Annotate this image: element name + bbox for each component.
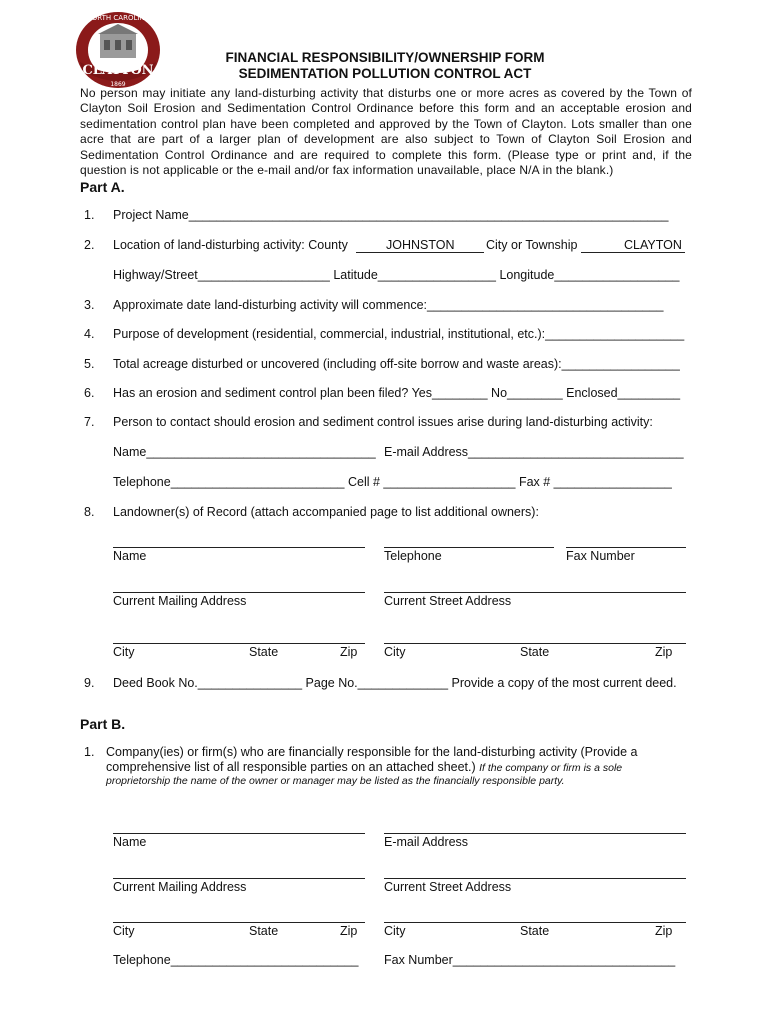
seal-town-text: CLAYTON [82, 63, 154, 78]
contact-phone-cell-fax-field[interactable]: Telephone_________________________ Cell # ___________________ Fax # _________________ [113, 475, 672, 489]
landowner-state-label-1: State [249, 645, 279, 659]
company-city-line-2[interactable] [384, 922, 686, 923]
item-number-1: 1. [84, 208, 95, 222]
plan-filed-field[interactable]: Has an erosion and sediment control plan been filed? Yes________ No________ Enclosed_________ [113, 386, 681, 400]
part-b-item-number-1: 1. [84, 745, 95, 759]
company-state-label-1: State [249, 924, 279, 938]
company-name-line[interactable] [113, 833, 365, 834]
company-street-line[interactable] [384, 878, 686, 879]
location-label: Location of land-disturbing activity: County [113, 238, 348, 252]
company-email-line[interactable] [384, 833, 686, 834]
county-underline [356, 252, 484, 253]
company-zip-label-2: Zip [655, 924, 673, 938]
company-city-line-1[interactable] [113, 922, 365, 923]
form-title-line2: SEDIMENTATION POLLUTION CONTROL ACT [238, 66, 532, 81]
acreage-field[interactable]: Total acreage disturbed or uncovered (including off-site borrow and waste areas):_________________ [113, 357, 680, 371]
company-state-label-2: State [520, 924, 550, 938]
part-b-text-line2-normal: comprehensive list of all responsible parties on an attached sheet.) [106, 760, 476, 774]
seal-year-text: 1869 [110, 81, 126, 88]
company-mailing-label: Current Mailing Address [113, 880, 247, 894]
landowner-fax-line[interactable] [566, 547, 686, 548]
part-b-text-line2 [106, 760, 622, 774]
part-b-heading: Part B. [80, 716, 126, 732]
commence-date-field[interactable]: Approximate date land-disturbing activity will commence:__________________________________ [113, 298, 664, 312]
landowner-phone-label: Telephone [384, 549, 442, 563]
company-city-label-2: City [384, 924, 406, 938]
company-fax-field[interactable]: Fax Number________________________________ [384, 953, 676, 967]
deed-book-field[interactable]: Deed Book No._______________ Page No._____________ Provide a copy of the most current deed. [113, 676, 677, 690]
company-telephone-field[interactable]: Telephone___________________________ [113, 953, 359, 967]
part-b-italic-note-2: proprietorship the name of the owner or manager may be listed as the financially responsible party. [106, 775, 565, 787]
company-mailing-line[interactable] [113, 878, 365, 879]
landowner-mailing-label: Current Mailing Address [113, 594, 247, 608]
item-number-8: 8. [84, 505, 95, 519]
contact-email-field[interactable]: E-mail Address_______________________________ [384, 445, 684, 459]
part-b-italic-note-1: If the company or firm is a sole [479, 762, 623, 774]
landowner-phone-line[interactable] [384, 547, 554, 548]
landowner-city-line-2[interactable] [384, 643, 686, 644]
landowner-zip-label-2: Zip [655, 645, 673, 659]
highway-latitude-longitude-fields[interactable]: Highway/Street___________________ Latitude_________________ Longitude__________________ [113, 268, 680, 282]
contact-person-label: Person to contact should erosion and sediment control issues arise during land-disturbing activity: [113, 415, 653, 429]
item-number-4: 4. [84, 327, 95, 341]
project-name-field[interactable]: Project Name_____________________________________________________________________ [113, 208, 669, 222]
city-township-label: City or Township [486, 238, 578, 252]
item-number-9: 9. [84, 676, 95, 690]
landowner-fax-label: Fax Number [566, 549, 635, 563]
landowner-label: Landowner(s) of Record (attach accompanied page to list additional owners): [113, 505, 539, 519]
item-number-5: 5. [84, 357, 95, 371]
company-email-label: E-mail Address [384, 835, 469, 849]
landowner-name-line[interactable] [113, 547, 365, 548]
company-city-label-1: City [113, 924, 135, 938]
part-a-heading: Part A. [80, 179, 125, 195]
landowner-mailing-line[interactable] [113, 592, 365, 593]
item-number-3: 3. [84, 298, 95, 312]
company-street-label: Current Street Address [384, 880, 512, 894]
intro-paragraph: No person may initiate any land-disturbing activity that disturbs one or more acres as covered by the Town of Clayton Soil Erosion and Sedimentation Control Ordinance before this form and an acceptable erosion and sedimentation control plan have been completed and approved by the Town of Clayton. Lots smaller than one acre that are part of a larger plan of development are also subject to Town of Clayton Soil Erosion and Sedimentation Control Ordinance and are required to complete this form. (Please type or print and, if the question is not applicable or the e-mail and/or fax information unavailable, place N/A in the blank.) [80, 86, 692, 178]
landowner-street-line[interactable] [384, 592, 686, 593]
landowner-city-line-1[interactable] [113, 643, 365, 644]
contact-name-field[interactable]: Name_________________________________ [113, 445, 376, 459]
landowner-name-label: Name [113, 549, 147, 563]
landowner-zip-label-1: Zip [340, 645, 358, 659]
county-value[interactable]: JOHNSTON [386, 238, 455, 252]
city-underline [581, 252, 685, 253]
city-township-value[interactable]: CLAYTON [624, 238, 682, 252]
item-number-2: 2. [84, 238, 95, 252]
item-number-7: 7. [84, 415, 95, 429]
landowner-city-label-1: City [113, 645, 135, 659]
landowner-state-label-2: State [520, 645, 550, 659]
purpose-field[interactable]: Purpose of development (residential, commercial, industrial, institutional, etc.):____________________ [113, 327, 685, 341]
form-title-line1: FINANCIAL RESPONSIBILITY/OWNERSHIP FORM [225, 50, 545, 65]
landowner-street-label: Current Street Address [384, 594, 512, 608]
landowner-city-label-2: City [384, 645, 406, 659]
seal-top-text: NORTH CAROLINA [86, 14, 150, 22]
part-b-text-line1: Company(ies) or firm(s) who are financially responsible for the land-disturbing activity (Provide a [106, 745, 638, 759]
company-name-label: Name [113, 835, 147, 849]
company-zip-label-1: Zip [340, 924, 358, 938]
item-number-6: 6. [84, 386, 95, 400]
